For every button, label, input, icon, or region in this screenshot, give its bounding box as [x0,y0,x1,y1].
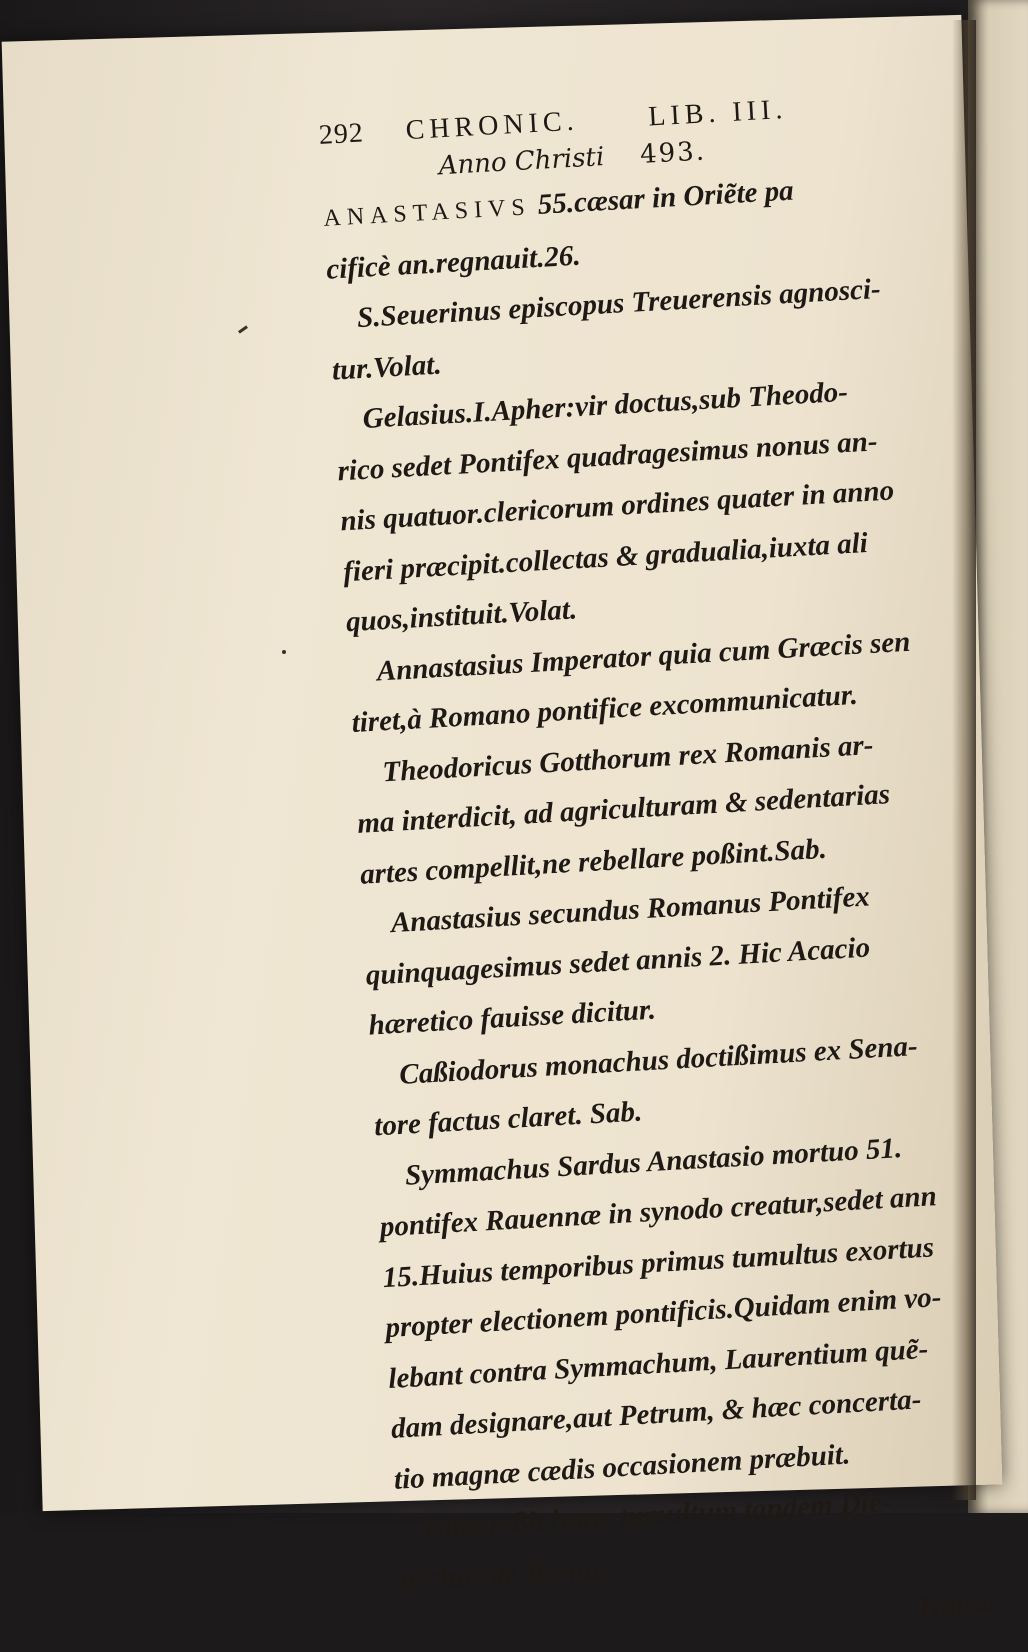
text-line: ma interdicit, ad agriculturam & sedentarias [356,778,891,840]
margin-dot [282,650,286,654]
text-line: compreßit hunc tumultum tandem Die- [423,1486,893,1545]
text-line: quinquagesimus sedet annis 2. Hic Acacio [364,931,871,992]
year-label: Anno Christi [437,142,606,182]
text-line: tiret,à Romano pontifice excommunicatur. [350,678,859,740]
text-line: S.Seuerinus episcopus Treuerensis agnosci- [356,272,882,335]
text-line: trichus de Berna. [398,1552,608,1597]
text-line: Gelasius.I.Apher:vir doctus,sub Theodo- [361,375,849,435]
text-line: Caßiodorus monachus doctißimus ex Sena- [398,1029,919,1091]
text-line: artes compellit,ne rebellare poßint.Sab. [359,832,828,891]
first-line-rest: 55.cæsar in Oriẽte pa [529,174,795,222]
text-line: propter electionem pontificis.Quidam enim vo- [384,1281,943,1345]
text-line: tio magnæ cædis occasionem præbuit. [393,1437,851,1496]
catchword: Transa- [915,1587,1005,1622]
year-value: 493. [639,136,707,171]
book-number: LIB. III. [647,93,789,133]
text-line: quos,instituit.Volat. [345,593,578,639]
text-line: hæretico fauisse dicitur. [367,993,657,1042]
text-line: Anastasius secundus Romanus Pontifex [390,880,871,940]
text-line: tur.Volat. [331,348,443,387]
text-line: 15.Huius temporibus primus tumultus exortus [381,1230,935,1294]
text-line: pontifex Rauennæ in synodo creatur,sedet ann [379,1180,938,1244]
text-block [318,87,1005,1622]
text-line: dam designare,aut Petrum, & hæc concerta- [390,1383,923,1445]
text-line: tore factus claret. Sab. [373,1095,643,1143]
running-title: CHRONIC. [404,105,580,147]
text-line: Theodoricus Gotthorum rex Romanis ar- [381,728,875,788]
text-line: Symmachus Sardus Anastasio mortuo 51. [404,1131,903,1192]
text-line: fieri præcipit.collectas & gradualia,iuxta ali [342,526,869,588]
text-lines [325,211,1000,1606]
text-line: nis quatuor.clericorum ordines quater in anno [339,474,895,538]
text-line: lebant contra Symmachum, Laurentium quẽ- [387,1332,930,1395]
text-line: rico sedet Pontifex quadragesimus nonus an- [336,424,879,487]
text-line: Annastasius Imperator quia cum Græcis sen [375,625,912,688]
emperor-name-caps: ANASTASIVS [322,194,532,232]
text-line: cificè an.regnauit.26. [325,239,582,286]
folio-number: 292 [318,117,365,151]
